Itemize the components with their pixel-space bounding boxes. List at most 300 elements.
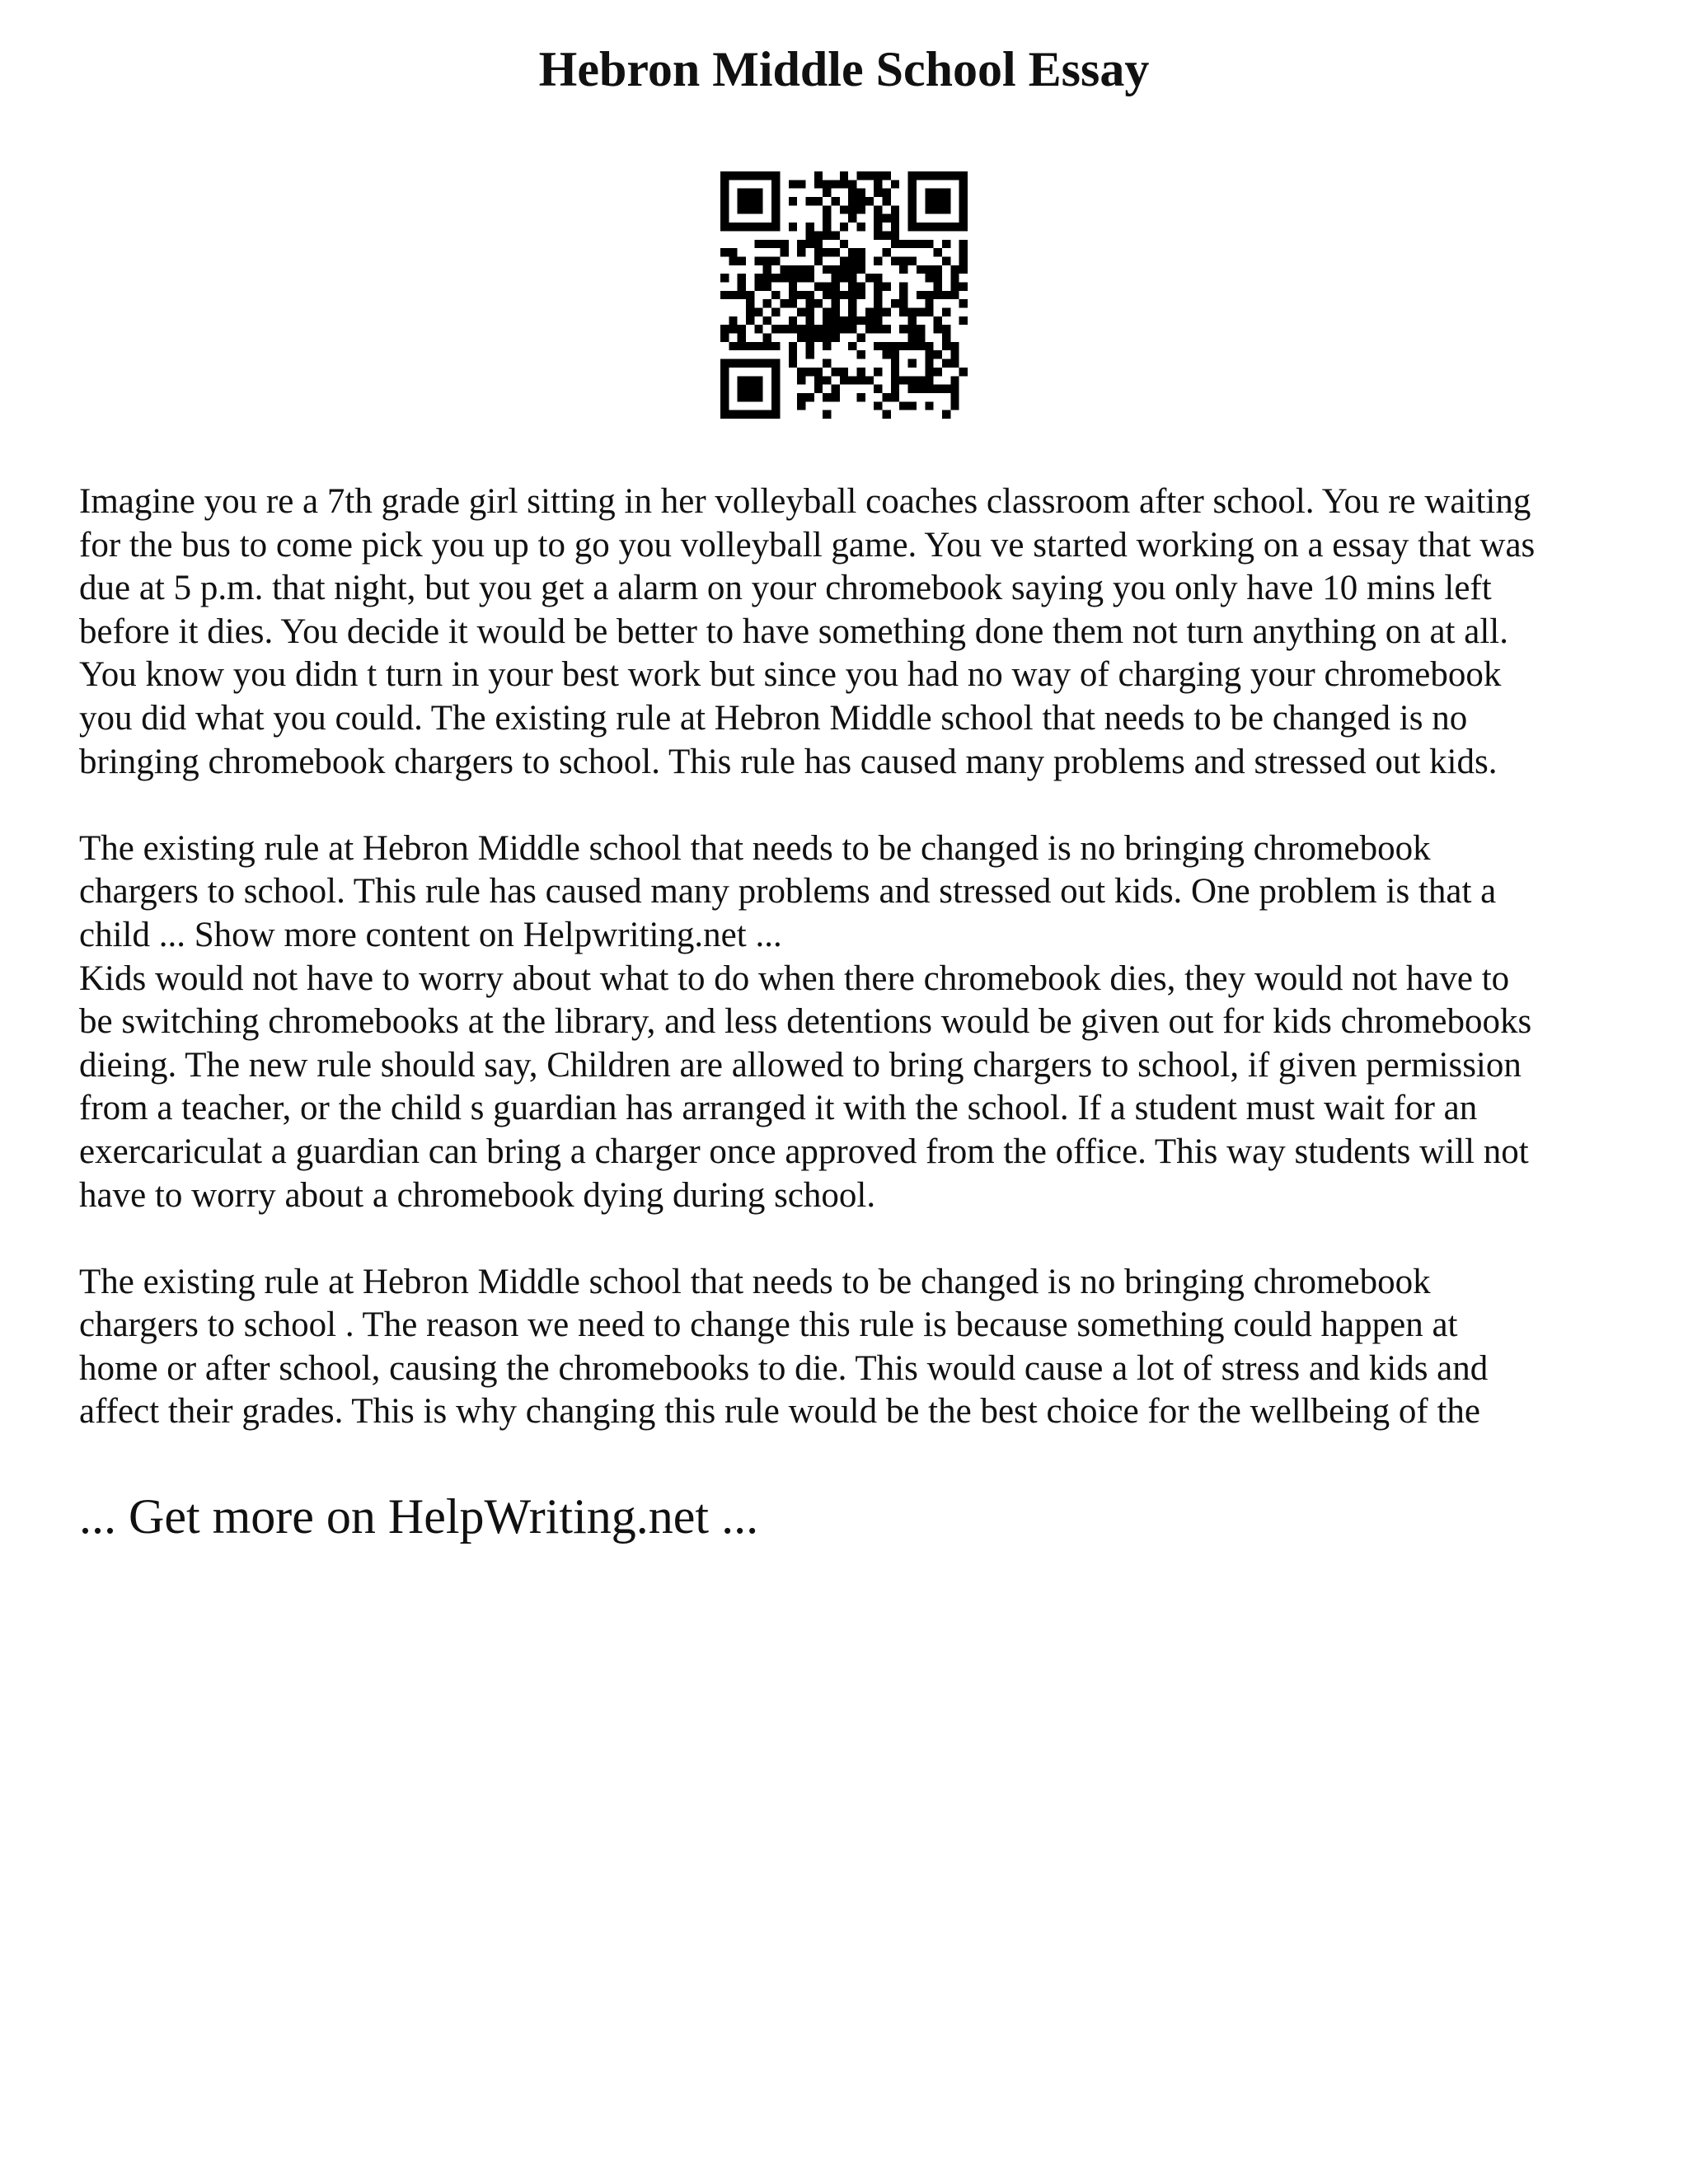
qr-module — [814, 385, 823, 393]
qr-module — [814, 368, 823, 376]
qr-module — [908, 316, 917, 325]
qr-module — [874, 282, 882, 290]
qr-module — [729, 342, 737, 350]
qr-module — [831, 334, 839, 342]
qr-module — [908, 223, 917, 231]
qr-module — [874, 316, 882, 325]
qr-module — [848, 316, 856, 325]
qr-module — [823, 205, 831, 213]
qr-module — [720, 223, 729, 231]
qr-module — [746, 171, 754, 180]
qr-module — [805, 316, 814, 325]
qr-module — [805, 231, 814, 239]
qr-module — [746, 376, 754, 384]
qr-module — [797, 368, 805, 376]
qr-module — [797, 325, 805, 333]
qr-module — [959, 189, 968, 197]
qr-module — [746, 308, 754, 316]
qr-module — [857, 223, 865, 231]
qr-module — [771, 291, 780, 299]
qr-module — [771, 189, 780, 197]
qr-module — [729, 316, 737, 325]
qr-module — [908, 171, 917, 180]
qr-module — [789, 265, 797, 274]
qr-module — [754, 410, 762, 419]
qr-module — [789, 325, 797, 333]
qr-module — [746, 223, 754, 231]
qr-module — [908, 197, 917, 205]
qr-module — [934, 274, 942, 282]
qr-module — [874, 308, 882, 316]
qr-module — [823, 359, 831, 368]
qr-module — [746, 189, 754, 197]
qr-module — [891, 180, 899, 188]
qr-module — [891, 342, 899, 350]
qr-module — [797, 308, 805, 316]
essay-paragraph-2: The existing rule at Hebron Middle school that needs to be changed is no bringing chromebook chargers to school. This rule has caused many problems and stressed out kids. One problem is that a child ... Show more content on Helpwriting.net ... Kids would not have to worry about what to do when there chromebook dies, they would not have to be switching chromebooks at the library, and less detentions would be given out for kids chromebooks dieing. The new rule should say, Children are allowed to bring chargers to school, if given permission from a teacher, or the child s guardian has arranged it with the school. If a student must wait for an exercariculat a guardian can bring a charger once approved from the office. This way students will not have to worry about a chromebook dying during school. — [79, 828, 1532, 1215]
qr-module — [840, 376, 848, 384]
qr-module — [883, 189, 891, 197]
qr-module — [771, 197, 780, 205]
qr-module — [831, 368, 839, 376]
qr-module — [959, 197, 968, 205]
qr-module — [934, 385, 942, 393]
qr-module — [925, 291, 933, 299]
qr-module — [840, 325, 848, 333]
qr-module — [789, 282, 797, 290]
qr-module — [942, 308, 950, 316]
qr-module — [720, 325, 729, 333]
qr-module — [780, 240, 788, 248]
qr-module — [763, 282, 771, 290]
qr-module — [771, 359, 780, 368]
qr-module — [874, 189, 882, 197]
qr-module — [883, 350, 891, 359]
qr-module — [857, 334, 865, 342]
qr-module — [899, 291, 907, 299]
qr-module — [754, 359, 762, 368]
qr-module — [831, 308, 839, 316]
qr-module — [908, 205, 917, 213]
qr-module — [729, 223, 737, 231]
qr-module — [754, 256, 762, 265]
qr-module — [883, 410, 891, 419]
qr-module — [831, 385, 839, 393]
qr-module — [857, 316, 865, 325]
qr-module — [763, 410, 771, 419]
qr-module — [780, 265, 788, 274]
qr-module — [814, 299, 823, 307]
qr-module — [857, 256, 865, 265]
qr-module — [814, 282, 823, 290]
qr-module — [738, 291, 746, 299]
qr-module — [848, 376, 856, 384]
qr-module — [805, 197, 814, 205]
qr-module — [891, 368, 899, 376]
qr-module — [754, 240, 762, 248]
qr-module — [840, 265, 848, 274]
qr-module — [899, 240, 907, 248]
qr-module — [771, 171, 780, 180]
qr-module — [805, 265, 814, 274]
qr-module — [754, 342, 762, 350]
qr-module — [917, 240, 925, 248]
qr-module — [823, 214, 831, 223]
qr-module — [805, 342, 814, 350]
qr-module — [908, 308, 917, 316]
qr-module — [874, 342, 882, 350]
qr-module — [848, 308, 856, 316]
qr-module — [840, 223, 848, 231]
qr-module — [891, 231, 899, 239]
qr-module — [831, 180, 839, 188]
qr-module — [899, 308, 907, 316]
qr-module — [848, 299, 856, 307]
qr-module — [908, 334, 917, 342]
qr-module — [797, 291, 805, 299]
qr-module — [865, 197, 874, 205]
qr-module — [840, 205, 848, 213]
qr-module — [814, 180, 823, 188]
qr-module — [738, 197, 746, 205]
qr-module — [771, 368, 780, 376]
qr-module — [771, 214, 780, 223]
qr-module — [848, 342, 856, 350]
qr-module — [823, 376, 831, 384]
qr-module — [908, 376, 917, 384]
qr-module — [754, 223, 762, 231]
qr-module — [831, 265, 839, 274]
qr-module — [738, 256, 746, 265]
qr-module — [771, 223, 780, 231]
qr-module — [738, 205, 746, 213]
qr-module — [883, 342, 891, 350]
qr-module — [805, 274, 814, 282]
qr-module — [891, 240, 899, 248]
qr-module — [720, 401, 729, 410]
qr-module — [763, 334, 771, 342]
qr-module — [899, 342, 907, 350]
document-title: Hebron Middle School Essay — [538, 42, 1150, 96]
qr-code — [720, 171, 968, 419]
qr-module — [891, 376, 899, 384]
qr-module — [925, 368, 933, 376]
qr-module — [925, 274, 933, 282]
qr-module — [814, 171, 823, 180]
qr-module — [805, 334, 814, 342]
qr-module — [848, 325, 856, 333]
qr-module — [917, 376, 925, 384]
qr-module — [720, 385, 729, 393]
qr-module — [908, 325, 917, 333]
qr-module — [780, 325, 788, 333]
qr-module — [883, 393, 891, 401]
qr-module — [874, 231, 882, 239]
qr-module — [746, 359, 754, 368]
qr-module — [797, 401, 805, 410]
qr-module — [840, 291, 848, 299]
qr-module — [925, 205, 933, 213]
qr-module — [720, 171, 729, 180]
qr-module — [848, 214, 856, 223]
qr-module — [934, 223, 942, 231]
qr-module — [746, 342, 754, 350]
qr-module — [840, 171, 848, 180]
qr-module — [831, 248, 839, 256]
qr-module — [823, 393, 831, 401]
qr-module — [720, 359, 729, 368]
qr-module — [950, 393, 959, 401]
qr-module — [814, 376, 823, 384]
qr-module — [720, 410, 729, 419]
qr-module — [814, 248, 823, 256]
qr-module — [950, 265, 959, 274]
qr-module — [942, 240, 950, 248]
qr-module — [848, 291, 856, 299]
qr-module — [840, 240, 848, 248]
qr-module — [899, 325, 907, 333]
qr-module — [942, 171, 950, 180]
qr-module — [865, 325, 874, 333]
qr-module — [823, 282, 831, 290]
qr-module — [942, 189, 950, 197]
qr-module — [754, 171, 762, 180]
qr-module — [831, 282, 839, 290]
qr-module — [942, 197, 950, 205]
qr-module — [746, 385, 754, 393]
qr-module — [908, 256, 917, 265]
qr-module — [805, 291, 814, 299]
qr-module — [925, 350, 933, 359]
qr-module — [908, 401, 917, 410]
qr-module — [763, 274, 771, 282]
qr-module — [814, 256, 823, 265]
qr-module — [874, 299, 882, 307]
qr-module — [720, 180, 729, 188]
qr-module — [883, 248, 891, 256]
qr-module — [720, 368, 729, 376]
qr-module — [925, 197, 933, 205]
qr-module — [925, 223, 933, 231]
qr-module — [789, 350, 797, 359]
qr-module — [934, 248, 942, 256]
qr-module — [908, 214, 917, 223]
qr-module — [883, 197, 891, 205]
qr-module — [883, 325, 891, 333]
qr-module — [805, 368, 814, 376]
qr-module — [959, 214, 968, 223]
qr-module — [950, 359, 959, 368]
qr-module — [883, 282, 891, 290]
paragraph-spacer — [79, 784, 1629, 827]
qr-module — [763, 171, 771, 180]
qr-module — [729, 248, 737, 256]
qr-module — [942, 256, 950, 265]
qr-module — [959, 205, 968, 213]
qr-module — [950, 401, 959, 410]
qr-module — [831, 325, 839, 333]
qr-module — [848, 205, 856, 213]
qr-module — [738, 325, 746, 333]
qr-module — [720, 189, 729, 197]
qr-module — [771, 274, 780, 282]
qr-module — [917, 385, 925, 393]
qr-module — [865, 308, 874, 316]
qr-module — [823, 410, 831, 419]
qr-module — [738, 334, 746, 342]
qr-module — [857, 291, 865, 299]
essay-paragraph-3: The existing rule at Hebron Middle school that needs to be changed is no bringing chromebook chargers to school . The reason we need to change this rule is because something could happen at home or after school, causing the chromebooks to die. This would cause a lot of stress and kids and affect their grades. This is why changing this rule would be the best choice for the wellbeing of the — [79, 1262, 1489, 1432]
qr-module — [925, 376, 933, 384]
qr-module — [942, 385, 950, 393]
qr-module — [865, 171, 874, 180]
qr-module — [942, 359, 950, 368]
qr-module — [823, 265, 831, 274]
qr-module — [959, 265, 968, 274]
qr-module — [831, 274, 839, 282]
qr-module — [754, 189, 762, 197]
qr-module — [942, 223, 950, 231]
qr-module — [814, 231, 823, 239]
qr-module — [763, 316, 771, 325]
qr-module — [925, 308, 933, 316]
qr-module — [950, 274, 959, 282]
qr-module — [754, 393, 762, 401]
qr-module — [891, 393, 899, 401]
qr-module — [899, 376, 907, 384]
qr-module — [917, 342, 925, 350]
qr-module — [754, 308, 762, 316]
qr-module — [883, 231, 891, 239]
qr-module — [874, 368, 882, 376]
qr-module — [771, 205, 780, 213]
qr-module — [771, 393, 780, 401]
essay-body — [79, 480, 1629, 1434]
paragraph-spacer — [79, 1217, 1629, 1261]
qr-module — [720, 214, 729, 223]
qr-module — [831, 316, 839, 325]
qr-module — [738, 223, 746, 231]
qr-module — [805, 393, 814, 401]
qr-module — [848, 282, 856, 290]
qr-module — [823, 223, 831, 231]
qr-module — [908, 180, 917, 188]
qr-module — [883, 171, 891, 180]
qr-module — [959, 256, 968, 265]
qr-module — [797, 393, 805, 401]
qr-module — [857, 393, 865, 401]
qr-module — [738, 189, 746, 197]
qr-module — [950, 376, 959, 384]
qr-module — [891, 350, 899, 359]
qr-module — [831, 393, 839, 401]
qr-module — [959, 316, 968, 325]
qr-module — [857, 205, 865, 213]
qr-module — [925, 171, 933, 180]
qr-module — [908, 240, 917, 248]
qr-module — [857, 171, 865, 180]
qr-module — [738, 171, 746, 180]
qr-module — [874, 401, 882, 410]
qr-module — [891, 385, 899, 393]
essay-paragraph-1: Imagine you re a 7th grade girl sitting in her volleyball coaches classroom after school. You re waiting for the bus to come pick you up to go you volleyball game. You ve started working on a essay that was due at 5 p.m. that night, but you get a alarm on your chromebook saying you only have 10 mins left before it dies. You decide it would be better to have something done them not turn anything on at all. You know you didn t turn in your best work but since you had no way of charging your chromebook you did what you could. The existing rule at Hebron Middle school that needs to be changed is no bringing chromebook chargers to school. This rule has caused many problems and stressed out kids. — [79, 482, 1536, 781]
qr-module — [831, 299, 839, 307]
qr-module — [823, 316, 831, 325]
qr-module — [771, 342, 780, 350]
qr-module — [934, 368, 942, 376]
qr-module — [959, 248, 968, 256]
qr-module — [763, 359, 771, 368]
qr-module — [771, 256, 780, 265]
qr-module — [754, 376, 762, 384]
qr-module — [891, 223, 899, 231]
qr-module — [789, 316, 797, 325]
qr-module — [908, 359, 917, 368]
qr-module — [848, 265, 856, 274]
qr-module — [771, 385, 780, 393]
qr-module — [942, 325, 950, 333]
qr-module — [934, 291, 942, 299]
qr-module — [874, 214, 882, 223]
qr-module — [720, 376, 729, 384]
qr-module — [917, 325, 925, 333]
qr-module — [934, 282, 942, 290]
qr-module — [771, 240, 780, 248]
qr-module — [789, 223, 797, 231]
qr-module — [874, 385, 882, 393]
qr-module — [950, 171, 959, 180]
qr-module — [857, 376, 865, 384]
qr-module — [805, 299, 814, 307]
qr-module — [917, 291, 925, 299]
qr-module — [899, 299, 907, 307]
qr-module — [746, 197, 754, 205]
qr-module — [754, 205, 762, 213]
qr-module — [814, 334, 823, 342]
qr-module — [959, 171, 968, 180]
qr-module — [771, 376, 780, 384]
qr-module — [848, 180, 856, 188]
qr-module — [899, 265, 907, 274]
qr-module — [780, 248, 788, 256]
qr-module — [823, 334, 831, 342]
qr-module — [874, 205, 882, 213]
qr-module — [891, 256, 899, 265]
qr-module — [840, 256, 848, 265]
qr-module — [865, 376, 874, 384]
qr-module — [840, 180, 848, 188]
qr-module — [789, 197, 797, 205]
qr-module — [746, 205, 754, 213]
get-more-link[interactable]: ... Get more on HelpWriting.net ... — [79, 1489, 759, 1544]
qr-module — [797, 248, 805, 256]
qr-module — [814, 325, 823, 333]
qr-module — [857, 189, 865, 197]
qr-module — [840, 316, 848, 325]
qr-module — [874, 223, 882, 231]
qr-module — [831, 231, 839, 239]
qr-module — [925, 359, 933, 368]
qr-module — [934, 189, 942, 197]
qr-module — [738, 282, 746, 290]
qr-module — [729, 256, 737, 265]
qr-module — [797, 240, 805, 248]
qr-module — [831, 291, 839, 299]
qr-module — [959, 282, 968, 290]
qr-module — [763, 256, 771, 265]
qr-module — [848, 256, 856, 265]
qr-module — [942, 205, 950, 213]
